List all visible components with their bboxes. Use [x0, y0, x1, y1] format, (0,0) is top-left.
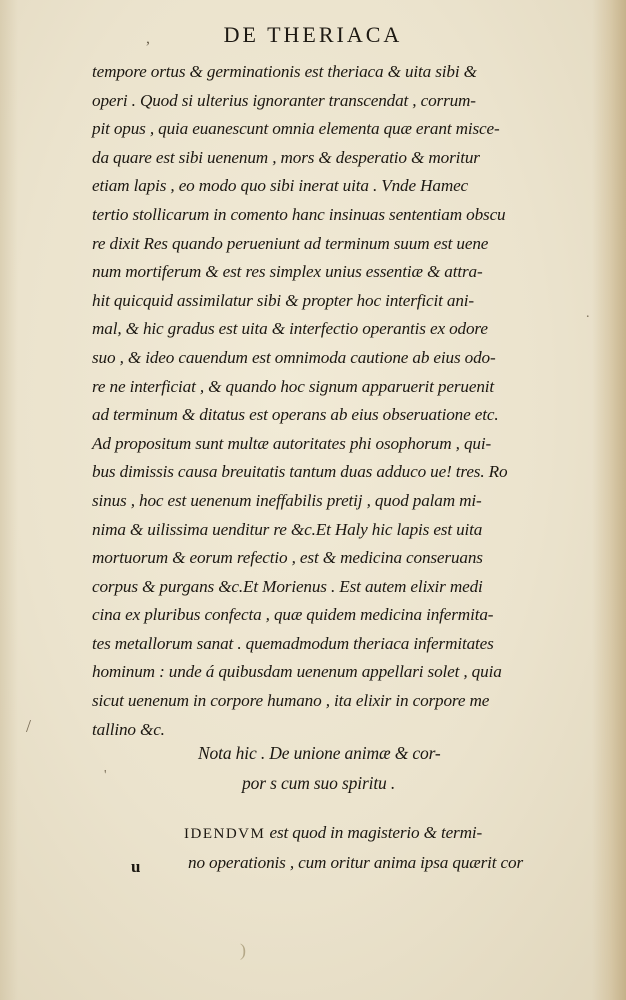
- body-paragraph: [92, 58, 592, 744]
- initial-word: IDENDVM: [184, 826, 266, 842]
- page-shadow-left: [0, 0, 18, 1000]
- text-line: corpus & purgans &c.Et Morienus . Est autem elixir medi: [92, 576, 483, 596]
- text-line: hit quicquid assimilatur sibi & propter hoc interficit ani-: [92, 290, 474, 310]
- text-line: pit opus , quia euanescunt omnia elementa quæ erant misce-: [92, 119, 500, 139]
- text-line: mal, & hic gradus est uita & interfectio operantis ex odore: [92, 319, 488, 339]
- text-line: tertio stollicarum in comento hanc insinuas sententiam obscu: [92, 204, 506, 224]
- margin-marker: u: [131, 857, 141, 876]
- text-line: nima & uilissima uenditur re &c.Et Haly hic lapis est uita: [92, 519, 483, 539]
- text-line: tes metallorum sanat . quemadmodum theriaca infermitates: [92, 633, 494, 653]
- text-line: tempore ortus & germinationis est theriaca & uita sibi &: [92, 62, 477, 81]
- text-line: re dixit Res quando perueniunt ad terminum suum est uene: [92, 233, 489, 253]
- bleed-through-mark: ): [240, 940, 246, 960]
- text-line: etiam lapis , eo modo quo sibi inerat uita . Vnde Hamec: [92, 176, 469, 196]
- text-line: mortuorum & eorum refectio , est & medicina conseruans: [92, 548, 483, 568]
- text-line: re ne interficiat , & quando hoc signum apparuerit peruenit: [92, 376, 495, 396]
- text-line: cina ex pluribus confecta , quæ quidem medicina infermita-: [92, 605, 494, 625]
- text-line: suo , & ideo cauendum est omnimoda cautione ab eius odo-: [92, 347, 496, 367]
- margin-mark: .: [586, 306, 590, 321]
- section-first-line-text: est quod in magisterio & termi-: [265, 823, 483, 842]
- text-line: tallino &c.: [92, 719, 165, 739]
- note-heading-line: por s cum suo spiritu .: [242, 773, 396, 793]
- margin-mark: ': [104, 768, 107, 783]
- text-line: Ad propositum sunt multæ autoritates phi osophorum , qui-: [92, 433, 492, 453]
- section-second-line: no operationis , cum oritur anima ipsa quærit cor: [188, 853, 523, 872]
- section-start: [92, 818, 602, 878]
- text-line: bus dimissis causa breuitatis tantum duas adduco ue! tres. Ro: [92, 462, 508, 482]
- margin-tick: ,: [146, 30, 150, 47]
- running-head: DE THERIACA: [223, 22, 403, 47]
- margin-mark: /: [26, 716, 32, 736]
- text-line: sicut uenenum in corpore humano , ita elixir in corpore me: [92, 691, 490, 711]
- text-line: ad terminum & ditatus est operans ab eius obseruatione etc.: [92, 405, 499, 425]
- text-line: da quare est sibi uenenum , mors & desperatio & moritur: [92, 147, 480, 167]
- note-heading: [198, 738, 518, 798]
- text-line: hominum : unde á quibusdam uenenum appellari solet , quia: [92, 662, 502, 682]
- section-first-line: [92, 818, 602, 848]
- text-line: sinus , hoc est uenenum ineffabilis pretij , quod palam mi-: [92, 490, 482, 510]
- note-heading-line: Nota hic . De unione animæ & cor-: [198, 743, 441, 763]
- text-line: num mortiferum & est res simplex unius essentiæ & attra-: [92, 262, 483, 282]
- text-line: operi . Quod si ulterius ignoranter transcendat , corrum-: [92, 90, 476, 110]
